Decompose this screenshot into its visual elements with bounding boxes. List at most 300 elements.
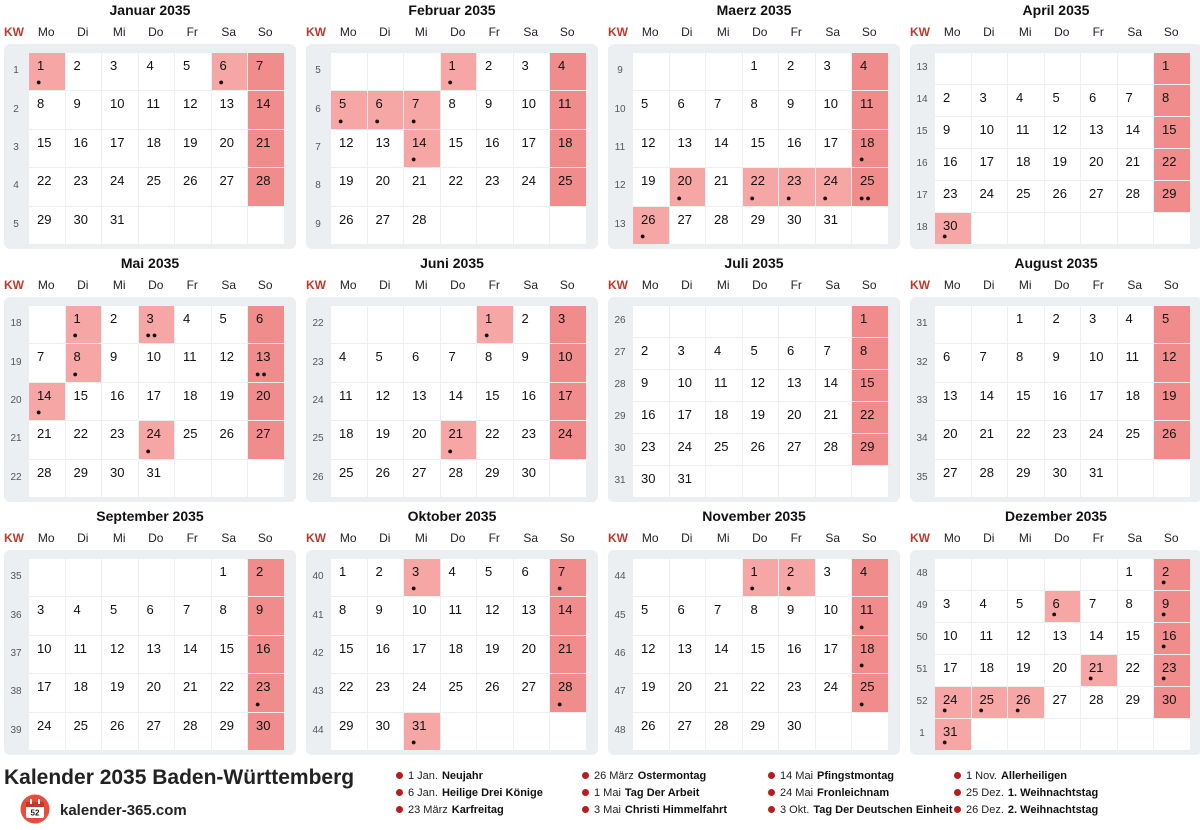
day-cell: 5 ● [331, 91, 367, 128]
weekday-header: Di [379, 531, 391, 545]
weekday-header: Fr [1092, 25, 1104, 39]
weekday-header: Do [1054, 25, 1070, 39]
month-block [4, 506, 296, 754]
day-cell: 9 [935, 117, 971, 148]
day-cell: 24 [816, 674, 852, 711]
empty-cell [550, 713, 586, 750]
weekday-header: Mo [943, 25, 961, 39]
day-cell: 4 [706, 338, 742, 369]
holiday-bullet-icon [768, 806, 775, 813]
weekday-header: Sa [1127, 531, 1143, 545]
day-cell: 6 ● [1045, 591, 1081, 622]
day-cell: 14 ● [29, 383, 65, 420]
day-cell: 13 [139, 636, 175, 673]
day-cell: 10 [816, 91, 852, 128]
legend-item [768, 802, 953, 819]
day-cell: 4 [331, 344, 367, 381]
month-block [910, 0, 1200, 248]
empty-cell [1081, 213, 1117, 244]
day-cell: 6 [670, 91, 706, 128]
day-cell: 17 [550, 383, 586, 420]
day-cell: 27 [670, 713, 706, 750]
weekday-header: So [861, 25, 877, 39]
month-block [608, 506, 900, 754]
day-cell: 13 [935, 383, 971, 420]
day-cell: 14 [550, 597, 586, 634]
day-cell: 15 [743, 636, 779, 673]
day-cell: 12 [1154, 344, 1190, 381]
day-cell: 23 [368, 674, 404, 711]
week-number: 42 [312, 648, 324, 659]
legend-date: 26 Dez. [966, 804, 1004, 816]
empty-cell [972, 719, 1008, 750]
day-cell: 21 ● [1081, 655, 1117, 686]
empty-cell [1008, 53, 1044, 84]
empty-cell [368, 53, 404, 90]
day-cell: 14 [706, 130, 742, 167]
day-cell: 25 [706, 434, 742, 465]
holiday-dot: ● [1161, 673, 1168, 683]
day-cell: 13 [514, 597, 550, 634]
month-title: Dezember 2035 [1005, 508, 1107, 524]
empty-cell [29, 306, 65, 343]
empty-cell [1118, 460, 1154, 497]
day-cell: 10 [404, 597, 440, 634]
day-cell: 12 [212, 344, 248, 381]
month-block [608, 0, 900, 248]
holiday-dot: ● [484, 330, 491, 341]
legend-item [582, 768, 727, 785]
day-cell: 27 [139, 713, 175, 750]
holiday-dot: ● [72, 330, 79, 341]
week-number: 24 [312, 395, 324, 406]
weekday-header: Mo [943, 278, 961, 292]
week-number: 1 [13, 65, 19, 77]
day-cell: 3 [972, 85, 1008, 116]
day-cell: 24 ● [139, 421, 175, 458]
empty-cell [706, 306, 742, 337]
holiday-dot: ●● [145, 330, 159, 341]
legend-holiday-name: Neujahr [441, 770, 483, 782]
day-cell: 20 [212, 130, 248, 167]
weekday-header: Do [1054, 278, 1070, 292]
week-number: 27 [614, 347, 626, 358]
day-cell: 26 ● [1008, 687, 1044, 718]
weekday-header: Di [983, 25, 995, 39]
holiday-dot: ● [36, 407, 43, 418]
week-number: 38 [10, 686, 22, 698]
weekday-header: Di [983, 531, 995, 545]
legend-holiday-name: Heilige Drei Könige [441, 787, 543, 799]
week-number: 14 [916, 94, 928, 105]
day-cell: 21 [816, 402, 852, 433]
day-cell: 31 [139, 460, 175, 497]
day-cell: 18 [66, 674, 102, 711]
empty-cell [1118, 53, 1154, 84]
day-cell: 3 [29, 597, 65, 634]
empty-cell [706, 466, 742, 497]
legend-date: 3 Okt. [780, 804, 810, 816]
day-cell: 2 [66, 53, 102, 90]
day-cell: 5 [1045, 85, 1081, 116]
week-number: 39 [10, 724, 22, 736]
kw-header: KW [306, 531, 326, 545]
month-block [4, 253, 296, 501]
day-cell: 2 [368, 559, 404, 596]
holiday-dot: ● [36, 77, 43, 88]
week-number: 22 [10, 471, 22, 483]
week-number: 18 [10, 318, 22, 330]
holiday-dot: ● [338, 115, 345, 126]
day-cell: 3 [1081, 306, 1117, 343]
empty-cell [331, 306, 367, 343]
day-cell: 5 [1154, 306, 1190, 343]
empty-cell [441, 713, 477, 750]
day-cell: 30 [102, 460, 138, 497]
day-cell: 21 [706, 674, 742, 711]
empty-cell [1118, 213, 1154, 244]
week-number: 44 [312, 724, 324, 736]
day-cell: 20 [935, 421, 971, 458]
day-cell: 23 [102, 421, 138, 458]
day-cell: 22 [1118, 655, 1154, 686]
day-cell: 17 [514, 130, 550, 167]
day-cell: 29 [29, 207, 65, 244]
empty-cell [852, 207, 888, 244]
day-cell: 29 [743, 713, 779, 750]
day-cell: 12 [175, 91, 211, 128]
holiday-dot: ● [640, 230, 647, 241]
day-cell: 8 [743, 597, 779, 634]
legend-date: 25 Dez. [966, 787, 1004, 799]
legend-date: 1 Nov. [966, 770, 997, 782]
day-cell: 28 [816, 434, 852, 465]
day-cell: 21 [972, 421, 1008, 458]
day-cell: 29 [1008, 460, 1044, 497]
day-cell: 19 [102, 674, 138, 711]
week-number: 20 [10, 395, 22, 406]
day-cell: 8 ● [66, 344, 102, 381]
legend-column [582, 768, 727, 819]
weekday-header: Sa [825, 531, 841, 545]
weekday-header: Mo [641, 25, 659, 39]
empty-cell [1008, 213, 1044, 244]
day-cell: 12 [743, 370, 779, 401]
weekday-header: Fr [186, 25, 198, 39]
day-cell: 29 [852, 434, 888, 465]
day-cell: 19 [633, 168, 669, 205]
day-cell: 16 [1045, 383, 1081, 420]
day-cell: 28 [1081, 687, 1117, 718]
day-cell: 27 [670, 207, 706, 244]
day-cell: 23 ● [248, 674, 284, 711]
day-cell: 26 [331, 207, 367, 244]
day-cell: 23 [935, 181, 971, 212]
day-cell: 5 [1008, 591, 1044, 622]
week-number: 50 [916, 632, 928, 643]
day-cell: 31 [1081, 460, 1117, 497]
weekday-header: Mo [37, 278, 55, 292]
day-cell: 23 [477, 168, 513, 205]
legend-column [768, 768, 953, 819]
day-cell: 29 [743, 207, 779, 244]
empty-cell [1081, 719, 1117, 750]
empty-cell [779, 466, 815, 497]
day-cell: 25 [441, 674, 477, 711]
week-number: 48 [614, 724, 626, 736]
weekday-header: Fr [186, 531, 198, 545]
empty-cell [1118, 719, 1154, 750]
weekday-header: So [257, 531, 273, 545]
day-cell: 6 [248, 306, 284, 343]
weekday-header: Do [752, 531, 768, 545]
day-cell: 27 [935, 460, 971, 497]
week-number: 26 [614, 315, 626, 326]
weekday-header: Mi [414, 531, 428, 545]
day-cell: 6 [779, 338, 815, 369]
day-cell: 24 [514, 168, 550, 205]
day-cell: 6 [139, 597, 175, 634]
day-cell: 17 [139, 383, 175, 420]
day-cell: 4 [852, 559, 888, 596]
legend-item [582, 802, 727, 819]
day-cell: 19 [633, 674, 669, 711]
holiday-dot: ● [942, 737, 949, 747]
day-cell: 4 [66, 597, 102, 634]
legend-item [954, 768, 1098, 785]
day-cell: 19 [743, 402, 779, 433]
week-number: 3 [13, 142, 19, 153]
empty-cell [404, 53, 440, 90]
day-cell: 17 [404, 636, 440, 673]
day-cell: 17 [935, 655, 971, 686]
day-cell: 7 [29, 344, 65, 381]
kw-header: KW [910, 25, 930, 39]
day-cell: 14 [175, 636, 211, 673]
legend-holiday-name: Fronleichnam [817, 787, 890, 799]
weekday-header: Fr [488, 531, 500, 545]
day-cell: 3 ●● [139, 306, 175, 343]
day-cell: 17 [102, 130, 138, 167]
day-cell: 17 [670, 402, 706, 433]
day-cell: 3 [670, 338, 706, 369]
holiday-dot: ● [1088, 673, 1095, 683]
weekday-header: Mo [641, 278, 659, 292]
day-cell: 23 [633, 434, 669, 465]
empty-cell [935, 306, 971, 343]
week-number: 34 [916, 433, 928, 445]
day-cell: 15 [1118, 623, 1154, 654]
holiday-dot: ● [942, 231, 949, 241]
kw-header: KW [608, 531, 628, 545]
day-cell: 14 [1081, 623, 1117, 654]
week-number: 35 [916, 471, 928, 483]
day-cell: 14 [972, 383, 1008, 420]
day-cell: 23 ● [779, 168, 815, 205]
day-cell: 4 [852, 53, 888, 90]
day-cell: 21 [706, 168, 742, 205]
holiday-dot: ●● [255, 368, 268, 379]
day-cell: 4 [972, 591, 1008, 622]
weekday-header: Sa [1127, 25, 1143, 39]
day-cell: 3 [514, 53, 550, 90]
weekday-header: Mo [37, 25, 55, 39]
week-number: 48 [916, 568, 928, 579]
week-number: 5 [13, 218, 19, 230]
day-cell: 24 [102, 168, 138, 205]
holiday-dot: ● [942, 705, 949, 715]
day-cell: 15 [331, 636, 367, 673]
week-number: 12 [614, 180, 626, 192]
week-number: 9 [315, 218, 321, 230]
day-cell: 30 ● [935, 213, 971, 244]
day-cell: 30 [779, 207, 815, 244]
empty-cell [935, 559, 971, 590]
week-number: 6 [315, 103, 321, 115]
legend-holiday-name: Allerheiligen [1000, 770, 1068, 782]
weekday-header: Mi [112, 531, 126, 545]
weekday-header: Mi [716, 531, 730, 545]
day-cell: 18 [706, 402, 742, 433]
day-cell: 9 ● [1154, 591, 1190, 622]
day-cell: 22 [212, 674, 248, 711]
holiday-bullet-icon [582, 806, 589, 813]
day-cell: 15 [29, 130, 65, 167]
day-cell: 8 [743, 91, 779, 128]
kw-header: KW [306, 278, 326, 292]
holiday-dot: ● [1161, 577, 1168, 587]
day-cell: 14 [1118, 117, 1154, 148]
day-cell: 27 [368, 207, 404, 244]
day-cell: 7 [972, 344, 1008, 381]
day-cell: 10 [1081, 344, 1117, 381]
weekday-header: Do [752, 278, 768, 292]
day-cell: 17 [1081, 383, 1117, 420]
day-cell: 11 [331, 383, 367, 420]
day-cell: 1 [1008, 306, 1044, 343]
day-cell: 11 ● [852, 597, 888, 634]
day-cell: 11 [1118, 344, 1154, 381]
day-cell: 27 [248, 421, 284, 458]
week-number: 16 [916, 158, 928, 169]
weekday-header: So [257, 278, 273, 292]
weekday-header: Sa [825, 25, 841, 39]
weekday-header: Sa [1127, 278, 1143, 292]
day-cell: 31 ● [935, 719, 971, 750]
day-cell: 19 [1154, 383, 1190, 420]
day-cell: 7 [441, 344, 477, 381]
legend-date: 23 März [408, 804, 448, 816]
empty-cell [477, 207, 513, 244]
day-cell: 1 ● [66, 306, 102, 343]
empty-cell [102, 559, 138, 596]
empty-cell [972, 306, 1008, 343]
day-cell: 3 [550, 306, 586, 343]
empty-cell [1008, 719, 1044, 750]
holiday-dot: ● [859, 154, 866, 165]
week-number: 28 [614, 379, 626, 390]
site-name[interactable]: kalender-365.com [60, 802, 187, 819]
day-cell: 6 [1081, 85, 1117, 116]
day-cell: 26 [477, 674, 513, 711]
month-block [910, 253, 1200, 501]
day-cell: 21 [29, 421, 65, 458]
weekday-header: So [559, 278, 575, 292]
holiday-bullet-icon [582, 772, 589, 779]
day-cell: 10 [139, 344, 175, 381]
holiday-bullet-icon [582, 789, 589, 796]
day-cell: 11 [852, 91, 888, 128]
day-cell: 30 [779, 713, 815, 750]
day-cell: 1 [1154, 53, 1190, 84]
weekday-header: Di [681, 25, 693, 39]
day-cell: 25 ● [972, 687, 1008, 718]
day-cell: 7 [1118, 85, 1154, 116]
holiday-dot: ● [1161, 641, 1168, 651]
day-cell: 26 [1154, 421, 1190, 458]
holiday-dot: ● [1051, 609, 1058, 619]
weekday-header: Mi [716, 25, 730, 39]
legend-item [768, 768, 953, 785]
empty-cell [935, 53, 971, 84]
weekday-header: Sa [221, 531, 237, 545]
legend-holiday-name: Pfingstmontag [817, 770, 895, 782]
day-cell: 18 [139, 130, 175, 167]
empty-cell [331, 53, 367, 90]
kw-header: KW [4, 278, 24, 292]
day-cell: 20 [404, 421, 440, 458]
empty-cell [514, 207, 550, 244]
holiday-dot: ● [411, 154, 418, 165]
day-cell: 28 [972, 460, 1008, 497]
week-number: 49 [916, 600, 928, 611]
day-cell: 16 [935, 149, 971, 180]
day-cell: 25 [175, 421, 211, 458]
day-cell: 2 [935, 85, 971, 116]
weekday-header: Fr [790, 25, 802, 39]
holiday-dot: ● [1015, 705, 1022, 715]
week-number: 26 [312, 471, 324, 483]
day-cell: 22 [477, 421, 513, 458]
day-cell: 12 [633, 636, 669, 673]
day-cell: 19 [175, 130, 211, 167]
day-cell: 20 [514, 636, 550, 673]
day-cell: 12 [633, 130, 669, 167]
day-cell: 16 [779, 130, 815, 167]
day-cell: 7 [1081, 591, 1117, 622]
day-cell: 3 [816, 53, 852, 90]
week-number: 13 [614, 218, 626, 230]
empty-cell [1154, 719, 1190, 750]
day-cell: 28 [1118, 181, 1154, 212]
day-cell: 20 [1081, 149, 1117, 180]
day-cell: 13 [404, 383, 440, 420]
day-cell: 4 [550, 53, 586, 90]
week-number: 19 [10, 356, 22, 368]
day-cell: 16 [477, 130, 513, 167]
empty-cell [1081, 559, 1117, 590]
week-number: 1 [919, 728, 925, 739]
holiday-dot: ● [145, 445, 152, 456]
empty-cell [1045, 213, 1081, 244]
day-cell: 15 [66, 383, 102, 420]
empty-cell [816, 713, 852, 750]
day-cell: 20 [670, 674, 706, 711]
day-cell: 22 [743, 674, 779, 711]
day-cell: 23 ● [1154, 655, 1190, 686]
day-cell: 9 [633, 370, 669, 401]
weekday-header: Do [148, 278, 164, 292]
